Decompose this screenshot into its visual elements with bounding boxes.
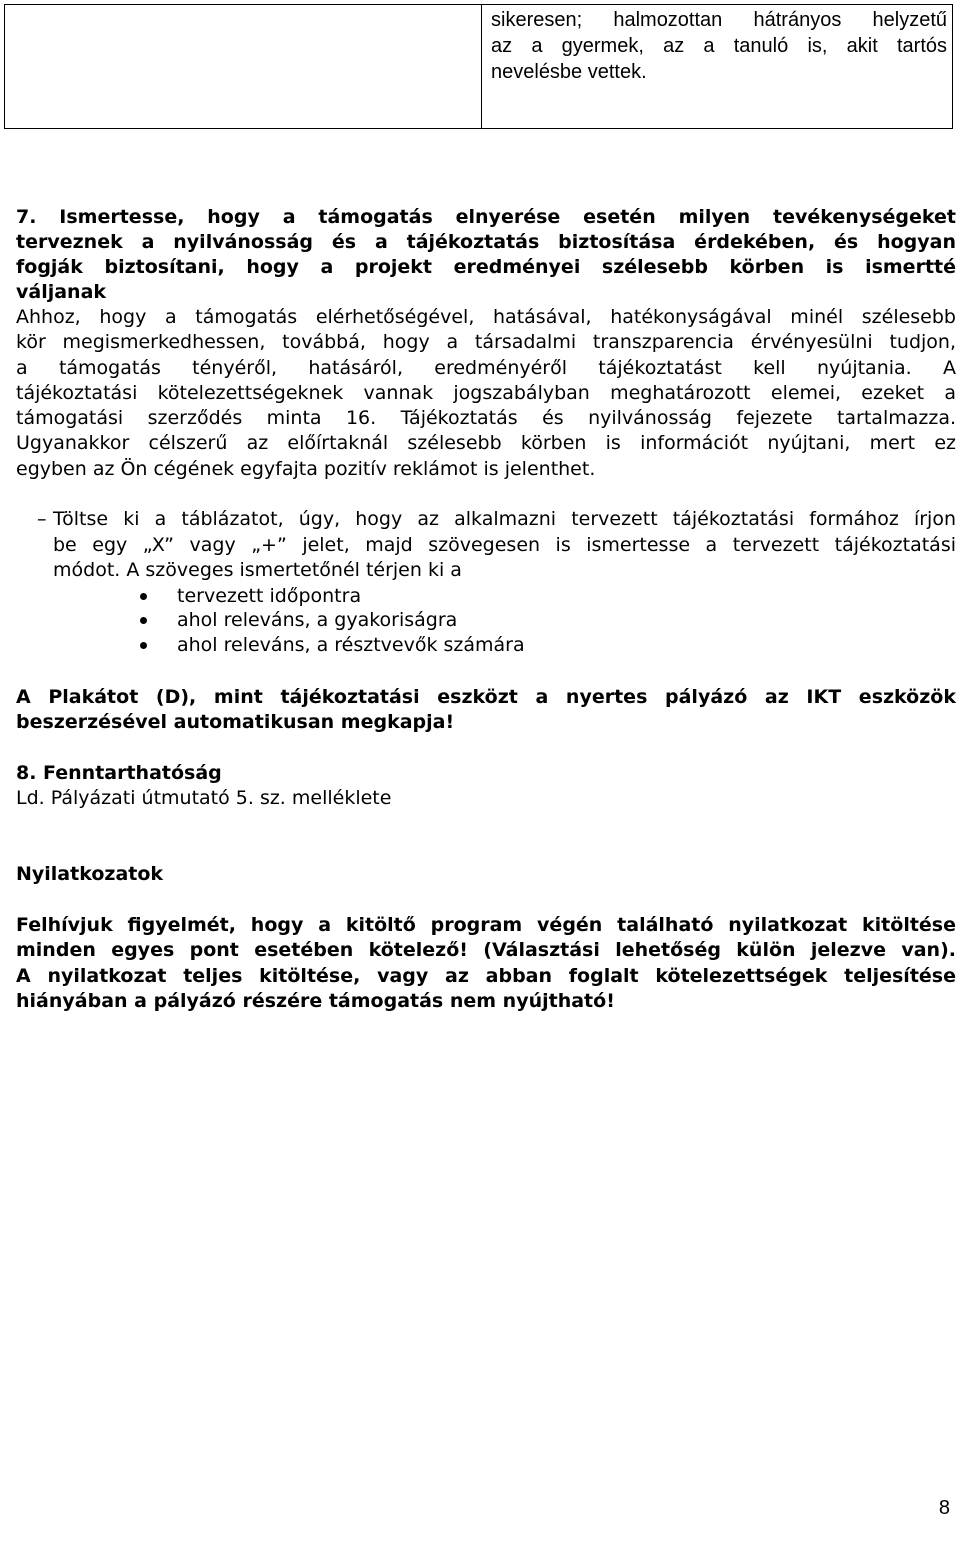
instruction-block — [16, 507, 956, 657]
bullet-dot-icon — [140, 642, 147, 649]
notice-line: A Plakátot (D), mint tájékoztatási eszközt a nyertes pályázó az IKT eszközök — [16, 686, 956, 709]
plakat-notice — [16, 685, 956, 735]
nyilatkozatok-line: minden egyes pont esetében kötelező! (Választási lehetőség külön jelezve van). — [16, 939, 956, 962]
body-line: Ugyanakkor célszerű az előírtaknál szélesebb körben is információt nyújtani, mert ez — [16, 432, 956, 455]
instruction-line: Töltse ki a táblázatot, úgy, hogy az alkalmazni tervezett tájékoztatási formához írjon — [53, 508, 956, 531]
top-table — [4, 4, 953, 129]
body-line: tájékoztatási kötelezettségeknek vannak jogszabályban meghatározott elemei, ezeket a — [16, 381, 956, 404]
nyilatkozatok-text — [16, 913, 956, 1014]
table-text-line: az a gyermek, az a tanuló is, akit tartós — [491, 35, 947, 57]
main-content — [16, 205, 956, 1014]
list-item — [16, 633, 956, 658]
body-line: Ahhoz, hogy a támogatás elérhetőségével, hatásával, hatékonyságával minél szélesebb — [16, 306, 956, 328]
heading-line: váljanak — [16, 281, 107, 303]
nyilatkozatok-line: Felhívjuk figyelmét, hogy a kitöltő program végén található nyilatkozat kitöltése — [16, 914, 956, 937]
instruction-line: módot. A szöveges ismertetőnél térjen ki a — [53, 559, 462, 582]
list-item — [16, 584, 956, 609]
table-cell-right — [482, 5, 952, 128]
table-cell-left — [5, 5, 482, 128]
body-line: egyben az Ön cégének egyfajta pozitív reklámot is jelenthet. — [16, 457, 596, 480]
bullet-dot-icon — [140, 617, 147, 624]
nyilatkozatok-line: hiányában a pályázó részére támogatás nem nyújtható! — [16, 989, 615, 1012]
instruction-paragraph — [16, 507, 956, 584]
page-number: 8 — [938, 1497, 950, 1519]
bullet-dot-icon — [140, 593, 147, 600]
bullet-list — [16, 584, 956, 658]
list-item-text: ahol releváns, a gyakoriságra — [177, 609, 458, 632]
list-item — [16, 608, 956, 633]
nyilatkozatok-title: Nyilatkozatok — [16, 863, 164, 886]
instruction-line: be egy „X” vagy „+” jelet, majd szövegesen is ismertesse a tervezett tájékoztatási — [53, 533, 956, 556]
body-line: a támogatás tényéről, hatásáról, eredményéről tájékoztatást kell nyújtania. A — [16, 356, 956, 379]
nyilatkozatok-line: A nyilatkozat teljes kitöltése, vagy az abban foglalt kötelezettségek teljesítése — [16, 964, 956, 987]
heading-line: fogják biztosítani, hogy a projekt eredményei szélesebb körben is ismertté — [16, 256, 956, 278]
list-item-text: tervezett időpontra — [177, 584, 362, 607]
section-7-heading — [16, 205, 956, 305]
table-text-line: sikeresen; halmozottan hátrányos helyzetű — [491, 9, 947, 31]
section-7-body — [16, 305, 956, 482]
body-line: támogatási szerződés minta 16. Tájékoztatás és nyilvánosság fejezete tartalmazza. — [16, 407, 956, 430]
table-text-line: nevelésbe vettek. — [491, 61, 647, 83]
dash-bullet: – — [37, 508, 47, 531]
section-8 — [16, 761, 956, 811]
heading-line: 7. Ismertesse, hogy a támogatás elnyerése esetén milyen tevékenységeket — [16, 206, 956, 228]
heading-line: terveznek a nyilvánosság és a tájékoztatás biztosítása érdekében, és hogyan — [16, 231, 956, 253]
notice-line: beszerzésével automatikusan megkapja! — [16, 711, 455, 734]
section-8-text: Ld. Pályázati útmutató 5. sz. melléklete — [16, 787, 392, 810]
list-item-text: ahol releváns, a résztvevők számára — [177, 633, 525, 656]
body-line: kör megismerkedhessen, továbbá, hogy a társadalmi transzparencia érvényesülni tudjon, — [16, 331, 956, 354]
section-8-title: 8. Fenntarthatóság — [16, 762, 222, 785]
